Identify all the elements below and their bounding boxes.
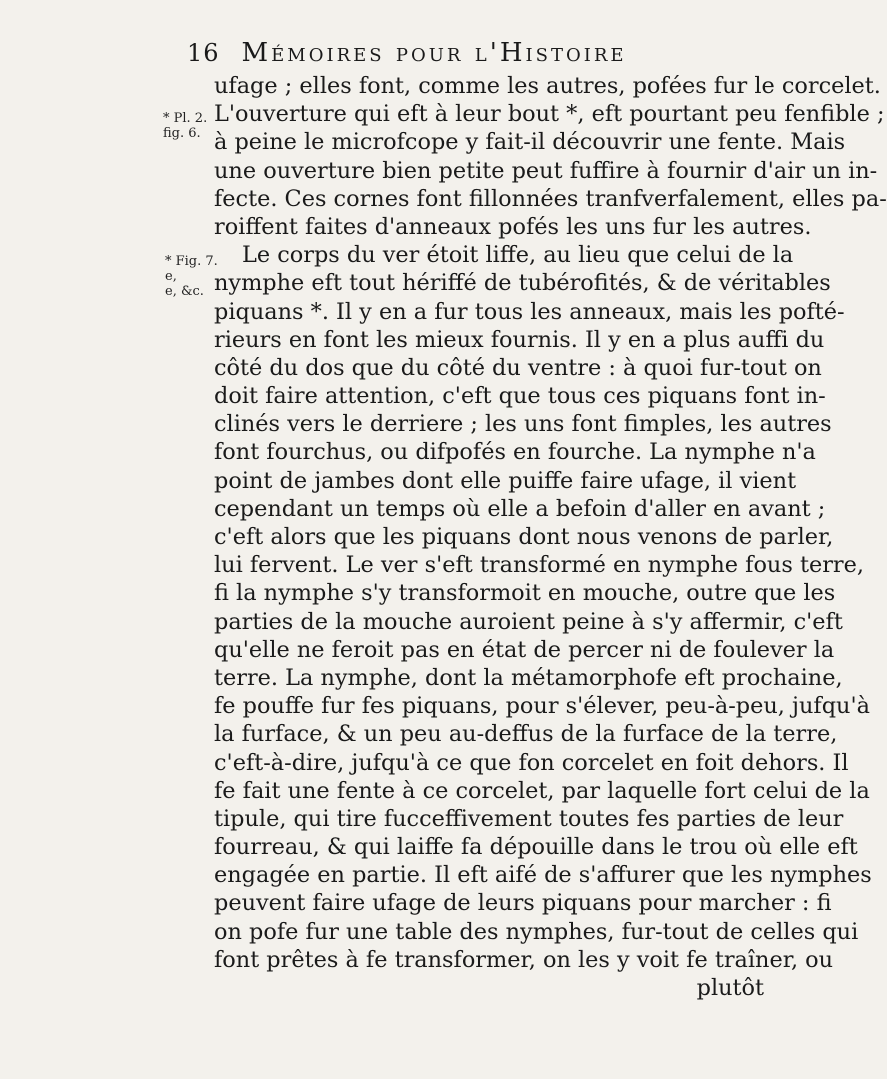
text-line: peuvent faire ufage de leurs piquans pour marcher : fi bbox=[214, 890, 832, 917]
margin-note-text: * Pl. 2. fig. 6. bbox=[163, 111, 208, 141]
text-line: cependant un temps où elle a befoin d'aller en avant ; bbox=[214, 495, 826, 522]
text-line: fourreau, & qui laiffe fa dépouille dans le trou où elle eft bbox=[214, 834, 858, 861]
text-line: tipule, qui tire fucceffivement toutes fes parties de leur bbox=[214, 805, 844, 832]
text-line: fe pouffe fur fes piquans, pour s'élever, peu-à-peu, jufqu'à bbox=[214, 693, 870, 720]
text-line: ufage ; elles font, comme les autres, pofées fur le corcelet. bbox=[214, 73, 881, 99]
text-line: roiffent faites d'anneaux pofés les uns fur les autres. bbox=[214, 213, 812, 240]
running-title: Mémoires pour l'Histoire bbox=[241, 38, 627, 68]
text-line: clinés vers le derriere ; les uns font fimples, les autres bbox=[214, 411, 832, 438]
text-line: lui fervent. Le ver s'eft transformé en nymphe fous terre, bbox=[214, 552, 864, 579]
page-number: 16 bbox=[187, 39, 220, 67]
text-line: à peine le microfcope y fait-il découvrir une fente. Mais bbox=[214, 129, 846, 156]
text-line: c'eft alors que les piquans dont nous venons de parler, bbox=[214, 524, 834, 550]
text-line: terre. La nymphe, dont la métamorphofe eft prochaine, bbox=[214, 664, 843, 691]
text-line: font fourchus, ou difpofés en fourche. La nymphe n'a bbox=[214, 439, 816, 466]
text-line: une ouverture bien petite peut fuffire à fournir d'air un in- bbox=[214, 157, 878, 184]
text-line: doit faire attention, c'eft que tous ces piquans font in- bbox=[214, 383, 826, 410]
text-line: on pofe fur une table des nymphes, fur-tout de celles qui bbox=[214, 918, 859, 945]
text-line: parties de la mouche auroient peine à s'y affermir, c'eft bbox=[214, 608, 843, 635]
text-line: piquans *. Il y en a fur tous les anneaux, mais les pofté- bbox=[214, 298, 845, 325]
margin-note-text: * Fig. 7. e, bbox=[165, 254, 218, 284]
page-header bbox=[187, 38, 767, 68]
text-line: rieurs en font les mieux fournis. Il y en a plus auffi du bbox=[214, 326, 825, 353]
text-line: fi la nymphe s'y transformoit en mouche, outre que les bbox=[214, 580, 836, 607]
text-line: la furface, & un peu au-deffus de la furface de la terre, bbox=[214, 721, 838, 748]
text-line: engagée en partie. Il eft aifé de s'affurer que les nymphes bbox=[214, 862, 872, 889]
text-line: font prêtes à fe transformer, on les y voit fe traîner, ou bbox=[214, 946, 834, 973]
text-line: c'eft-à-dire, jufqu'à ce que fon corcelet en foit dehors. Il bbox=[214, 749, 849, 776]
text-line: fecte. Ces cornes font fillonnées tranfverfalement, elles pa- bbox=[214, 185, 887, 212]
body-text bbox=[214, 72, 887, 1002]
margin-note-text: e, &c. bbox=[165, 284, 204, 299]
text-line: Le corps du ver étoit liffe, au lieu que celui de la bbox=[242, 242, 794, 269]
text-line: nymphe eft tout hériffé de tubérofités, & de véritables bbox=[214, 270, 831, 297]
text-line: qu'elle ne feroit pas en état de percer ni de foulever la bbox=[214, 636, 835, 663]
text-line: point de jambes dont elle puiffe faire ufage, il vient bbox=[214, 467, 797, 494]
text-line: L'ouverture qui eft à leur bout *, eft pourtant peu fenfible ; bbox=[214, 101, 885, 128]
text-line: fe fait une fente à ce corcelet, par laquelle fort celui de la bbox=[214, 777, 870, 804]
catchword: plutôt bbox=[696, 975, 764, 1001]
text-line: côté du dos que du côté du ventre : à quoi fur-tout on bbox=[214, 354, 822, 381]
